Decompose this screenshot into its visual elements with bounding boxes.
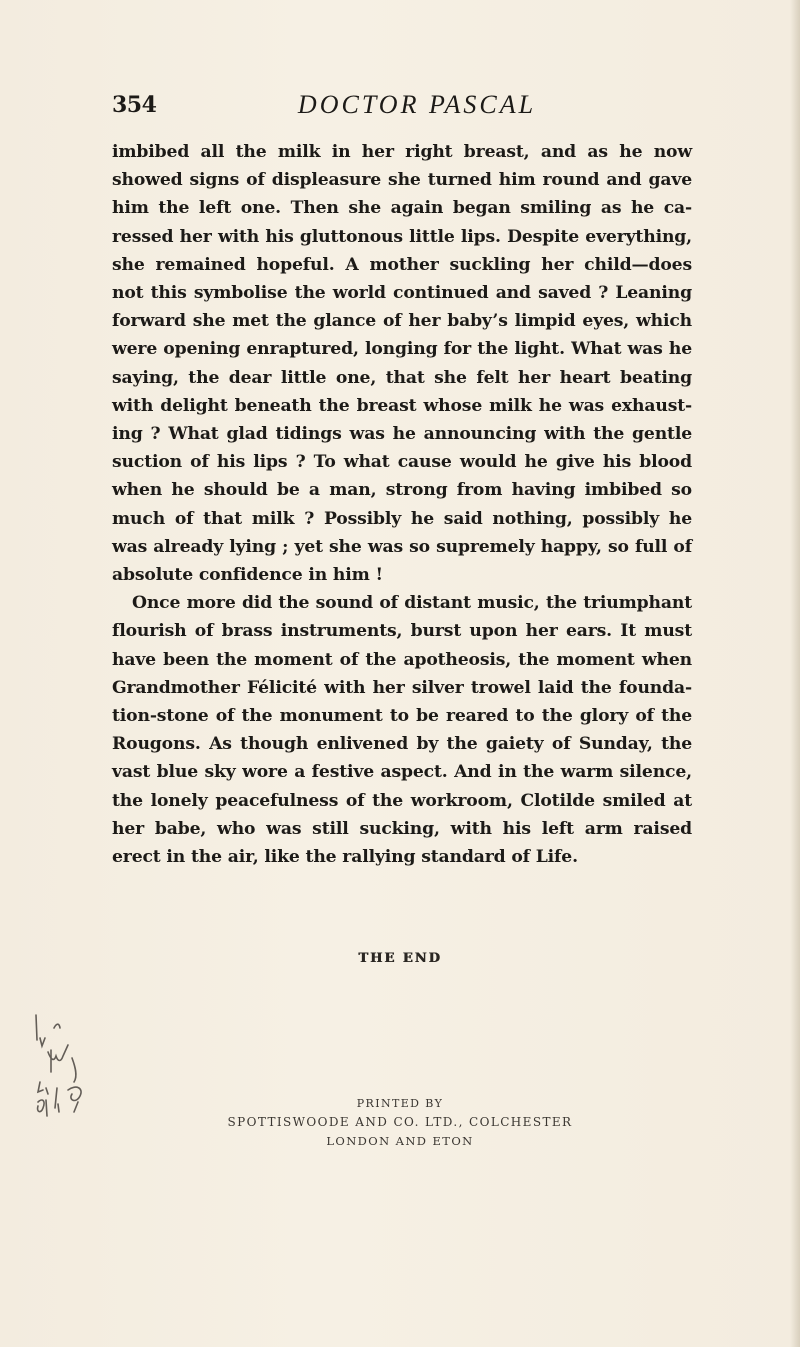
body-text [112, 138, 692, 871]
the-end-heading: THE END [358, 951, 442, 966]
colophon-printed-by: PRINTED BY [356, 1097, 444, 1110]
page-number: 354 [112, 92, 157, 118]
library-stamp-mark [28, 1000, 128, 1180]
running-title: DOCTOR PASCAL [297, 90, 537, 119]
paragraph-1: imbibed all the milk in her right breast, and as he now showed signs of displeasure she turned him round and gave him the left one. Then she again began smiling as he ca-ressed her with his gluttonous little lips. Despite everything, she remained hopeful. A mother suckling her child—does not this symbolise the world continued and saved ? Leaning forward she met the glance of her baby’s limpid eyes, which were opening enraptured, longing for the light. What was he saying, the dear little one, that she felt her heart beating with delight beneath the breast whose milk he was exhaust-ing ? What glad tidings was he announcing with the gentle suction of his lips ? To what cause would he give his blood when he should be a man, strong from having imbibed so much of that milk ? Possibly he said nothing, possibly he was already lying ; yet she was so supremely happy, so full of absolute confidence in him ! [112, 142, 692, 586]
paragraph-2: Once more did the sound of distant music, the triumphant flourish of brass instruments, burst upon her ears. It must have been the moment of the apotheosis, the moment when Grandmother Félicité with her silver trowel laid the founda-tion-stone of the monument to be reared to the glory of the Rougons. As though enlivened by the gaiety of Sunday, the vast blue sky wore a festive aspect. And in the warm silence, the lonely peacefulness of the workroom, Clotilde smiled at her babe, who was still sucking, with his left arm raised erect in the air, like the rallying standard of Life. [112, 593, 692, 868]
printer-colophon [0, 1094, 800, 1151]
colophon-locations: LONDON AND ETON [326, 1134, 474, 1148]
page-header [112, 88, 692, 128]
colophon-printer: SPOTTISWOODE AND CO. LTD., COLCHESTER [227, 1115, 573, 1129]
